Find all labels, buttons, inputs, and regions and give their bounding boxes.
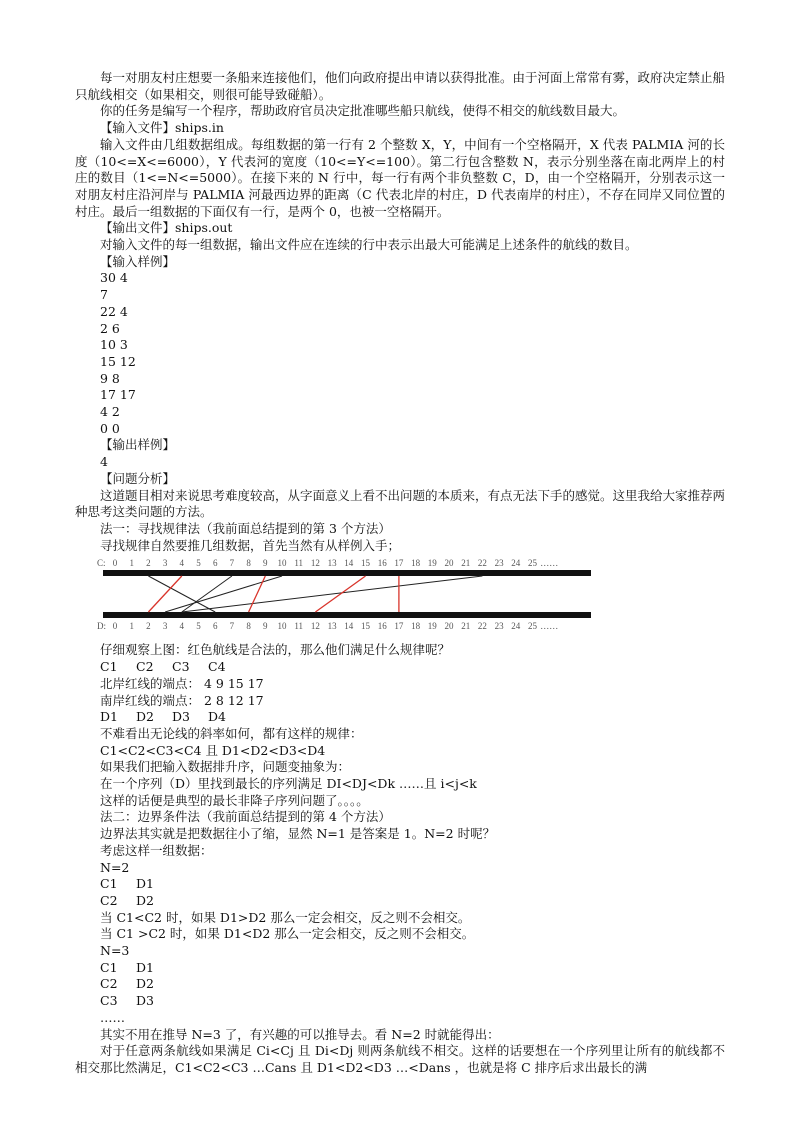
south-tick-label: 9: [263, 621, 268, 632]
paragraph-line: 【问题分析】: [100, 470, 176, 486]
paragraph-line: 法二：边界条件法（我前面总结提到的第 4 个方法）: [100, 809, 391, 825]
variable-cell: C1: [100, 959, 118, 975]
north-tick-label: 4: [179, 558, 185, 569]
south-tick-label: 3: [162, 621, 168, 632]
paragraph-line: 南岸红线的端点： 2 8 12 17: [100, 692, 264, 708]
variable-cell: C1: [100, 659, 118, 675]
south-tick-label: 11: [294, 621, 304, 632]
paragraph-line: 30 4: [100, 270, 128, 286]
variable-cell: D2: [136, 892, 154, 908]
paragraph-line: 22 4: [100, 303, 128, 319]
variable-cell: D2: [136, 709, 154, 725]
south-tick-label: 20: [444, 621, 454, 632]
north-tick-label: 1: [129, 558, 134, 569]
variable-cell: C3: [100, 993, 118, 1009]
south-bank: [103, 612, 591, 618]
variable-cell: D1: [136, 959, 154, 975]
north-tick-label: 16: [377, 558, 387, 569]
variable-cell: C2: [100, 892, 118, 908]
paragraph-line: N=2: [100, 859, 130, 875]
north-tick-label: 25: [528, 558, 537, 569]
south-tick-label: 13: [327, 621, 337, 632]
north-tick-label: 10: [277, 558, 287, 569]
north-tick-label: 9: [263, 558, 268, 569]
paragraph-line: 边界法其实就是把数据往小了缩，显然 N=1 是答案是 1。N=2 时呢？: [100, 826, 496, 842]
north-tick-label: 11: [294, 558, 304, 569]
paragraph-line: 其实不用在推导 N=3 了，有兴趣的可以推导去。看 N=2 时就能得出：: [100, 1026, 500, 1042]
paragraph-line: 你的任务是编写一个程序，帮助政府官员决定批准哪些船只航线，使得不相交的航线数目最大。: [100, 103, 626, 119]
variable-cell: C2: [136, 659, 154, 675]
north-tick-label: 8: [246, 558, 251, 569]
north-tick-label: 12: [310, 558, 320, 569]
paragraph-line: 当 C1<C2 时，如果 D1>D2 那么一定会相交，反之则不会相交。: [100, 909, 471, 925]
paragraph-line: 【输入文件】ships.in: [100, 120, 224, 136]
variable-cell: D2: [136, 976, 154, 992]
paragraph-line: 这道题目相对来说思考难度较高，从字面意义上看不出问题的本质来，有点无法下手的感觉。这里我给大家推荐两种思考这类问题的方法。: [75, 487, 726, 520]
north-tick-label: 13: [327, 558, 337, 569]
route-diagram-svg: [75, 556, 595, 636]
south-tick-label: 5: [196, 621, 201, 632]
problem-statement: [75, 70, 725, 554]
paragraph-line: 仔细观察上图：红色航线是合法的，那么他们满足什么规律呢？: [100, 642, 451, 658]
red-route: [148, 576, 181, 612]
paragraph-line: 不难看出无论线的斜率如何，都有这样的规律：: [100, 725, 363, 741]
north-tick-label: 14: [344, 558, 354, 569]
paragraph-line: N=3: [100, 943, 130, 959]
red-route: [249, 576, 266, 612]
paragraph-line: [75, 876, 725, 893]
variable-cell: C3: [172, 659, 190, 675]
variable-cell: C4: [208, 659, 226, 675]
north-tick-label: 7: [229, 558, 235, 569]
paragraph-line: [75, 659, 725, 676]
south-tick-label: 18: [411, 621, 421, 632]
south-tick-label: 12: [310, 621, 320, 632]
paragraph-line: 2 6: [100, 320, 120, 336]
south-tick-label: 6: [212, 621, 218, 632]
south-tick-label: 21: [461, 621, 471, 632]
red-route: [315, 576, 365, 612]
paragraph-line: 4: [100, 454, 108, 470]
north-tick-label: 3: [162, 558, 168, 569]
paragraph-line: ……: [100, 1009, 125, 1025]
variable-cell: C2: [100, 976, 118, 992]
paragraph-line: 9 8: [100, 370, 120, 386]
black-route: [182, 576, 483, 612]
south-tick-label: 7: [229, 621, 235, 632]
paragraph-line: 4 2: [100, 404, 120, 420]
paragraph-line: 这样的话便是典型的最长非降子序列问题了。。。。: [100, 792, 369, 808]
analysis-section: [75, 642, 725, 1076]
paragraph-line: 北岸红线的端点： 4 9 15 17: [100, 675, 264, 691]
north-tick-label: 0: [112, 558, 118, 569]
paragraph-line: [75, 709, 725, 726]
north-tick-label: 23: [494, 558, 504, 569]
paragraph-line: 当 C1 >C2 时，如果 D1<D2 那么一定会相交，反之则不会相交。: [100, 926, 475, 942]
south-tick-label: 8: [246, 621, 251, 632]
south-tick-label: 0: [112, 621, 118, 632]
variable-cell: D1: [136, 876, 154, 892]
north-bank-prefix: C:: [97, 558, 106, 569]
variable-cell: D1: [100, 709, 118, 725]
document-body: [75, 70, 725, 1077]
north-tick-label: 19: [427, 558, 437, 569]
north-tick-label: 20: [444, 558, 454, 569]
paragraph-line: 法一：寻找规律法（我前面总结提到的第 3 个方法）: [100, 520, 391, 536]
north-tick-label: 6: [212, 558, 218, 569]
north-tick-label: 18: [411, 558, 421, 569]
paragraph-line: 对于任意两条航线如果满足 Ci<Cj 且 Di<Dj 则两条航线不相交。这样的话要想在一个序列里让所有的航线都不相交那比然满足，C1<C2<C3 …Cans 且 D1<D2<D3 …<Dans ，也就是将 C 排序后求出最长的满: [75, 1043, 725, 1075]
variable-cell: D3: [136, 993, 154, 1009]
north-tick-label: 21: [461, 558, 471, 569]
paragraph-line: 0 0: [100, 420, 120, 436]
paragraph-line: 寻找规律自然要推几组数据，首先当然有从样例入手；: [100, 537, 401, 553]
paragraph-line: 7: [100, 287, 108, 303]
paragraph-line: 对输入文件的每一组数据，输出文件应在连续的行中表示出最大可能满足上述条件的航线的数目。: [100, 237, 638, 253]
north-tick-label: 24: [511, 558, 521, 569]
paragraph-line: [75, 976, 725, 993]
paragraph-line: 输入文件由几组数据组成。每组数据的第一行有 2 个整数 X，Y，中间有一个空格隔开，X 代表 PALMIA 河的长度（10<=X<=6000），Y 代表河的宽度（10<=Y<=100）。第二行包含整数 N，表示分别坐落在南北两岸上的村庄的数目（1<=N<=5000）。在接下来的 N 行中，每一行有两个非负整数 C，D，由一个空格隔开，分别表示这一对朋友村庄沿河岸与 PALMIA 河最西边界的距离（C 代表北岸的村庄，D 代表南岸的村庄），不存在同岸又同位置的村庄。最后一组数据的下面仅有一行，是两个 0，也被一空格隔开。: [75, 136, 725, 219]
paragraph-line: C1<C2<C3<C4 且 D1<D2<D3<D4: [100, 742, 326, 758]
paragraph-line: 【输出样例】: [100, 437, 176, 453]
south-tick-label: 1: [129, 621, 134, 632]
south-tick-label: 4: [179, 621, 185, 632]
paragraph-line: 15 12: [100, 353, 136, 369]
north-tick-label: 22: [477, 558, 487, 569]
variable-cell: D4: [208, 709, 226, 725]
paragraph-line: [75, 960, 725, 977]
paragraph-line: 考虑这样一组数据：: [100, 842, 213, 858]
north-tick-label: 5: [196, 558, 201, 569]
south-tick-label: 23: [494, 621, 504, 632]
south-tick-label: 17: [394, 621, 404, 632]
south-tick-label: 22: [477, 621, 487, 632]
south-tick-label: 15: [361, 621, 370, 632]
south-tick-label: 16: [377, 621, 387, 632]
south-tick-label: 19: [427, 621, 437, 632]
south-tick-label: 2: [146, 621, 151, 632]
variable-cell: D3: [172, 709, 190, 725]
south-tick-label: 14: [344, 621, 354, 632]
paragraph-line: [75, 993, 725, 1010]
paragraph-line: 如果我们把输入数据排升序，问题变抽象为：: [100, 759, 351, 775]
paragraph-line: 17 17: [100, 387, 136, 403]
south-bank-prefix: D:: [97, 621, 106, 632]
north-tick-label: 15: [361, 558, 370, 569]
south-tick-label: ……: [540, 621, 559, 632]
south-tick-label: 10: [277, 621, 287, 632]
paragraph-line: 【输入样例】: [100, 253, 176, 269]
paragraph-line: 每一对朋友村庄想要一条船来连接他们，他们向政府提出申请以获得批准。由于河面上常常有雾，政府决定禁止船只航线相交（如果相交，则很可能导致碰船）。: [75, 70, 726, 102]
paragraph-line: [75, 893, 725, 910]
north-bank: [103, 570, 591, 576]
north-tick-label: 2: [146, 558, 151, 569]
paragraph-line: 【输出文件】ships.out: [100, 220, 233, 236]
paragraph-line: 10 3: [100, 337, 128, 353]
north-tick-label: ……: [540, 558, 559, 569]
paragraph-line: 在一个序列（D）里找到最长的序列满足 DI<DJ<Dk ……且 i<j<k: [100, 776, 477, 792]
north-tick-label: 17: [394, 558, 404, 569]
south-tick-label: 24: [511, 621, 521, 632]
south-tick-label: 25: [528, 621, 537, 632]
ship-route-diagram: [75, 556, 725, 636]
variable-cell: C1: [100, 876, 118, 892]
